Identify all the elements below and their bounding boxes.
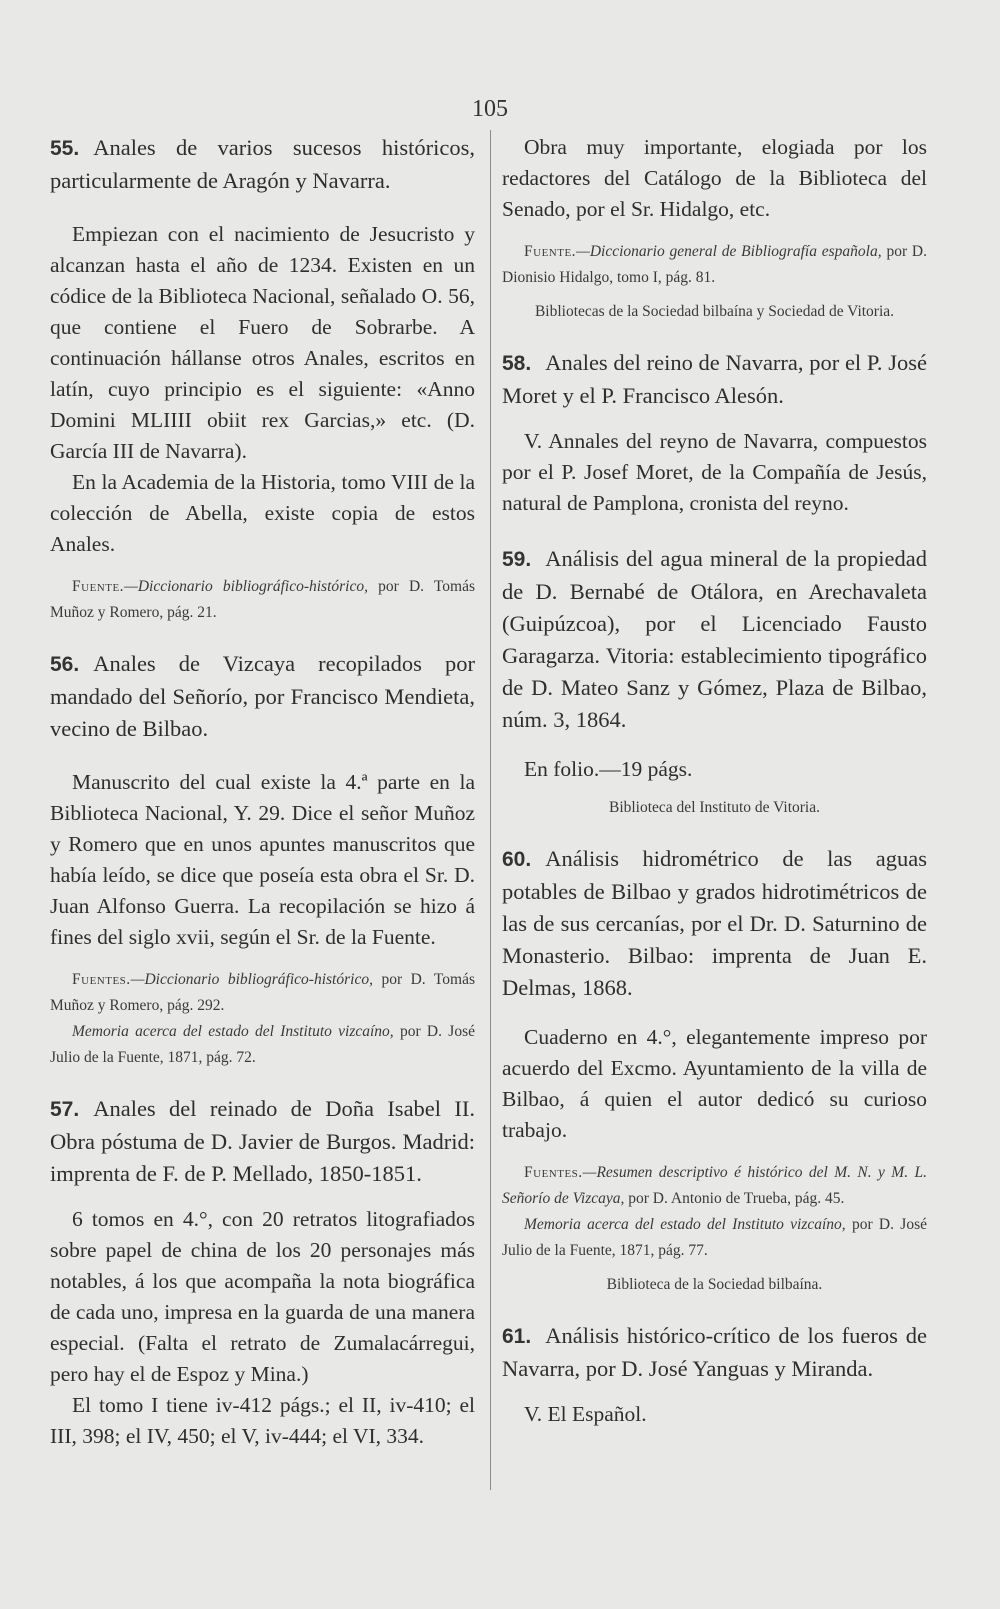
entry-60-source-2: [502, 1212, 927, 1264]
entry-57-source: [502, 239, 927, 291]
page-number: 105: [472, 96, 508, 122]
entry-55-source: [50, 574, 475, 626]
entry-61-number: 61.: [502, 1325, 532, 1348]
entry-58-heading: [502, 347, 927, 412]
source-label: Fuente.: [72, 578, 125, 595]
entry-55-heading: [50, 132, 475, 197]
entry-56-number: 56.: [50, 653, 80, 676]
entry-59-number: 59.: [502, 548, 532, 571]
entry-60-source: [502, 1160, 927, 1212]
entry-55-number: 55.: [50, 137, 80, 160]
entry-60-title: Análisis hidrométrico de las aguas potables de Bilbao y grados hidrotimétricos de las de sus cercanías, por el Dr. D. Saturnino de Monasterio. Bilbao: imprenta de Juan E. Delmas, 1868.: [502, 846, 927, 1000]
entry-57-heading: [50, 1093, 475, 1190]
source-detail: por D. Antonio de Trueba, pág. 45.: [624, 1190, 845, 1207]
entry-61-title: Análisis histórico-crítico de los fueros de Navarra, por D. José Yanguas y Miranda.: [502, 1323, 927, 1381]
entry-59-library: Biblioteca del Instituto de Vitoria.: [608, 799, 820, 816]
right-column: [502, 132, 927, 1430]
entry-60-heading: [502, 843, 927, 1004]
entry-59-title: Análisis del agua mineral de la propiedad de D. Bernabé de Otálora, en Arechavaleta (Guipúzcoa), por el Licenciado Fausto Garagarza. Vitoria: establecimiento tipográfico de D. Mateo Sanz y Gómez, Plaza de Bilbao, núm. 3, 1864.: [502, 546, 927, 732]
entry-61-body: V. El Español.: [524, 1402, 647, 1426]
entry-58-body: V. Annales del reyno de Navarra, compuestos por el P. Josef Moret, de la Compañía de Jesús, natural de Pamplona, cronista del reyno.: [502, 429, 927, 515]
source-label: Fuentes.: [72, 971, 131, 988]
source-detail: por D. Dionisio Hidalgo, tomo I, pág. 81.: [502, 243, 927, 286]
entry-57-title: Anales del reinado de Doña Isabel II. Obra póstuma de D. Javier de Burgos. Madrid: imprenta de F. de P. Mellado, 1850-1851.: [50, 1096, 475, 1186]
source-title: —Diccionario general de Bibliografía española,: [576, 243, 882, 260]
entry-55-body-2: En la Academia de la Historia, tomo VIII de la colección de Abella, existe copia de estos Anales.: [50, 470, 475, 556]
source-title: Memoria acerca del estado del Instituto vizcaíno,: [72, 1023, 394, 1040]
entry-56-source: [50, 967, 475, 1019]
entry-58-title: Anales del reino de Navarra, por el P. José Moret y el P. Francisco Alesón.: [502, 350, 927, 408]
entry-60-body: Cuaderno en 4.°, elegantemente impreso por acuerdo del Excmo. Ayuntamiento de la villa de Bilbao, á quien el autor dedicó su curioso trabajo.: [502, 1025, 927, 1142]
entry-57-continued-body: Obra muy importante, elogiada por los redactores del Catálogo de la Biblioteca del Senado, por el Sr. Hidalgo, etc.: [502, 135, 927, 221]
source-label: Fuente.: [524, 243, 577, 260]
source-detail: por D. Tomás Muñoz y Romero, pág. 21.: [50, 578, 475, 621]
entry-60-library: Biblioteca de la Sociedad bilbaína.: [606, 1276, 823, 1293]
source-title: —Diccionario bibliográfico-histórico,: [130, 971, 373, 988]
source-title: Memoria acerca del estado del Instituto vizcaíno,: [524, 1216, 846, 1233]
entry-57-library: Bibliotecas de la Sociedad bilbaína y Sociedad de Vitoria.: [534, 303, 895, 320]
column-divider: [490, 130, 491, 1490]
entry-61-heading: [502, 1320, 927, 1385]
source-label: Fuentes.: [524, 1164, 583, 1181]
entry-59-heading: [502, 543, 927, 736]
entry-56-body: Manuscrito del cual existe la 4.ª parte en la Biblioteca Nacional, Y. 29. Dice el señor Muñoz y Romero que en unos apuntes manuscritos que había leído, se dice que poseía esta obra el Sr. D. Juan Alfonso Guerra. La recopilación se hizo á fines del siglo xvii, según el Sr. de la Fuente.: [50, 770, 475, 949]
left-column: [50, 132, 475, 1452]
source-title: —Resumen descriptivo é histórico del M. N. y M. L. Señorío de Vizcaya,: [502, 1164, 927, 1207]
entry-56-title: Anales de Vizcaya recopilados por mandado del Señorío, por Francisco Mendieta, vecino de Bilbao.: [50, 651, 475, 741]
entry-60-number: 60.: [502, 848, 532, 871]
source-detail: por D. José Julio de la Fuente, 1871, pág. 72.: [50, 1023, 475, 1066]
source-title: —Diccionario bibliográfico-histórico,: [124, 578, 368, 595]
entry-55-body: Empiezan con el nacimiento de Jesucristo y alcanzan hasta el año de 1234. Existen en un códice de la Biblioteca Nacional, señalado O. 56, que contiene el Fuero de Sobrarbe. A continuación hállanse otros Anales, escritos en latín, cuyo principio es el siguiente: «Anno Domini MLIIII obiit rex Garcias,» etc. (D. García III de Navarra).: [50, 222, 475, 463]
source-detail: por D. Tomás Muñoz y Romero, pág. 292.: [50, 971, 475, 1014]
entry-56-source-2: [50, 1019, 475, 1071]
entry-57-number: 57.: [50, 1098, 80, 1121]
source-detail: por D. José Julio de la Fuente, 1871, pág. 77.: [502, 1216, 927, 1259]
entry-55-title: Anales de varios sucesos históricos, particularmente de Aragón y Navarra.: [50, 135, 475, 193]
entry-57-body-2: El tomo I tiene iv-412 págs.; el II, iv-410; el III, 398; el IV, 450; el V, iv-444; el VI, 334.: [50, 1393, 475, 1448]
entry-59-body: En folio.—19 págs.: [524, 757, 693, 781]
entry-57-body: 6 tomos en 4.°, con 20 retratos litografiados sobre papel de china de los 20 personajes más notables, á los que acompaña la nota biográfica de cada uno, impresa en la guarda de una manera especial. (Falta el retrato de Zumalacárregui, pero hay el de Espoz y Mina.): [50, 1207, 475, 1386]
entry-56-heading: [50, 648, 475, 745]
entry-58-number: 58.: [502, 352, 532, 375]
